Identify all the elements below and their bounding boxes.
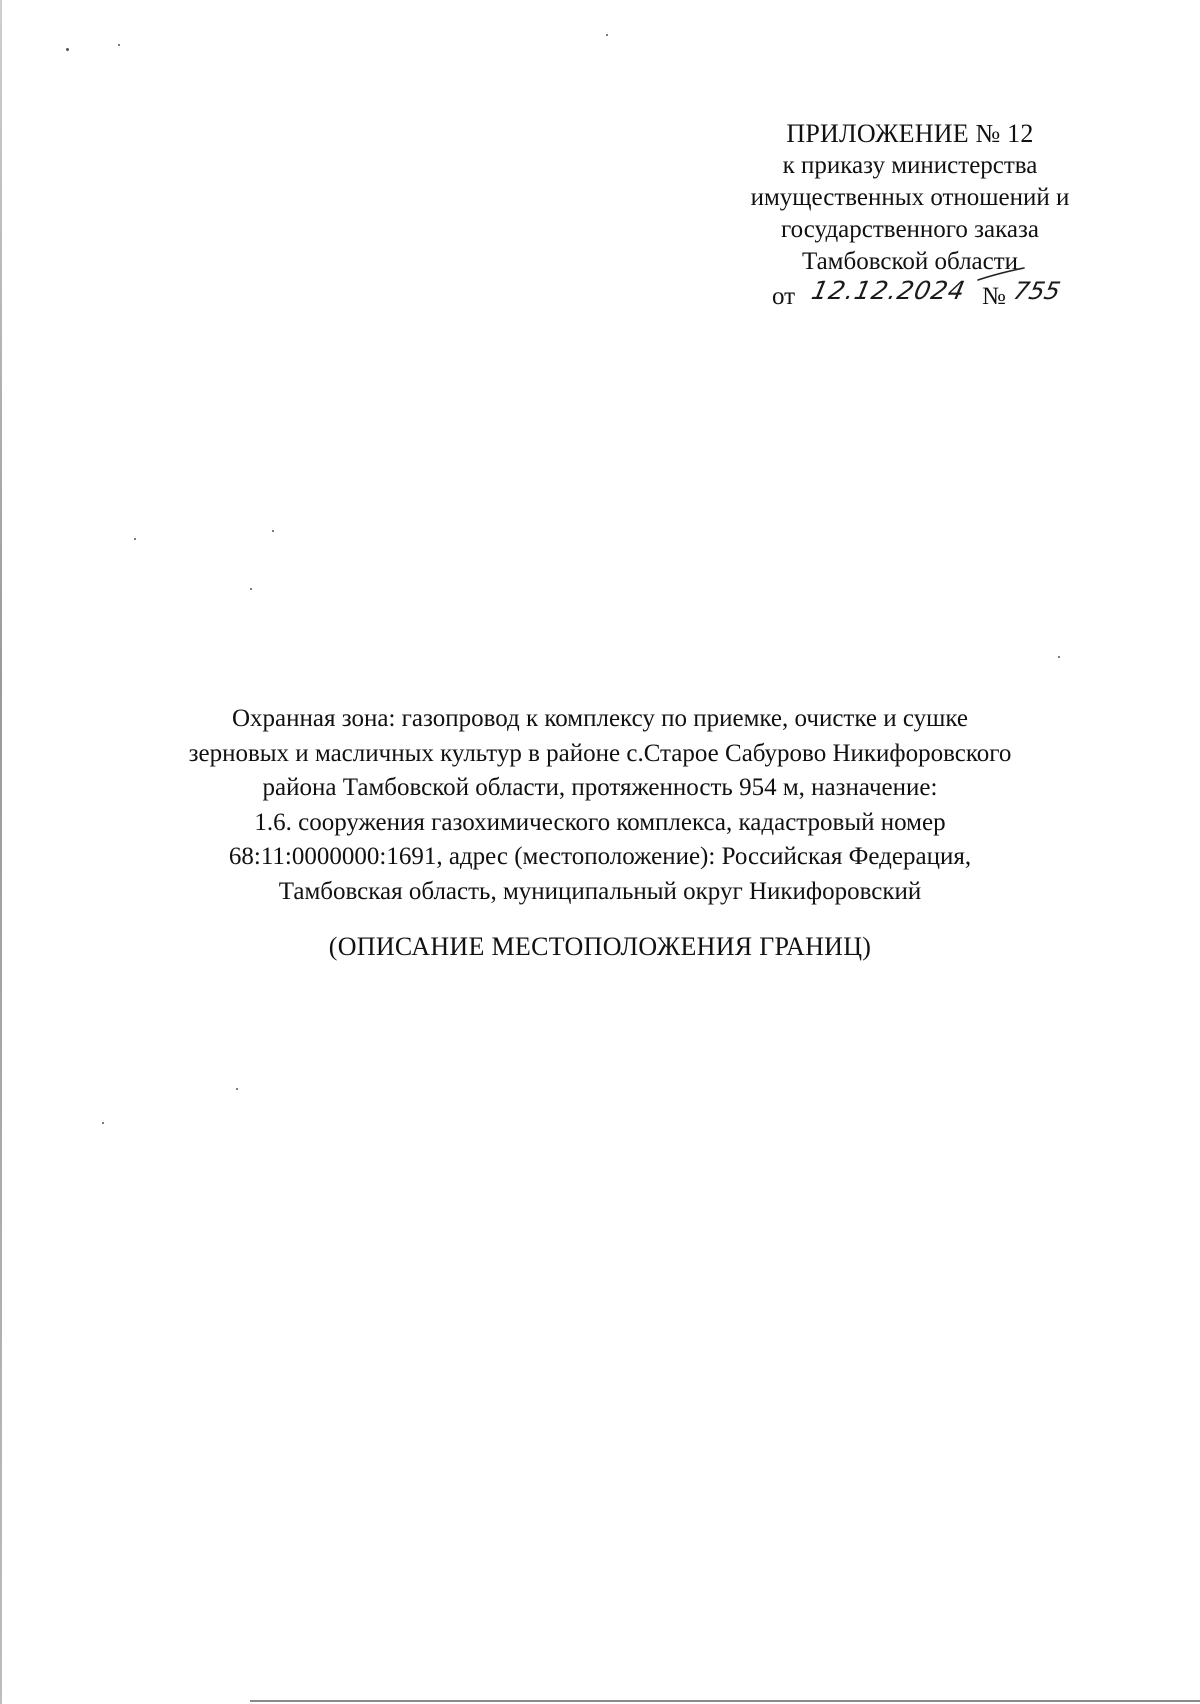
handwritten-tick-mark [976, 266, 1026, 282]
description-line: Тамбовская область, муниципальный округ Никифоровский [278, 877, 922, 905]
scan-edge-left [0, 0, 2, 1704]
appendix-line: имущественных отношений и [750, 184, 1070, 211]
handwritten-date: 12.12.2024 [809, 276, 969, 305]
description-line: 1.6. сооружения газохимического комплекса, кадастровый номер [254, 808, 946, 836]
scan-speck [1058, 656, 1060, 658]
appendix-line: государственного заказа [781, 216, 1039, 243]
appendix-line: Тамбовской области [801, 248, 1019, 275]
scan-speck [606, 34, 608, 36]
scan-speck [118, 44, 120, 46]
date-prefix: от [772, 283, 796, 310]
order-date-line [680, 276, 1140, 313]
scan-speck [66, 48, 69, 51]
scan-speck [236, 1088, 238, 1090]
number-prefix: № [982, 283, 1006, 310]
section-subtitle: (ОПИСАНИЕ МЕСТОПОЛОЖЕНИЯ ГРАНИЦ) [328, 932, 872, 961]
scan-edge-bottom [250, 1700, 1200, 1702]
appendix-line: к приказу министерства [782, 152, 1038, 179]
scan-speck [102, 1122, 104, 1124]
description-line: Охранная зона: газопровод к комплексу по приемке, очистке и сушке [232, 705, 968, 732]
handwritten-number: 755 [1011, 277, 1063, 305]
scan-speck [272, 530, 274, 532]
description-line: 68:11:0000000:1691, адрес (местоположение): Российская Федерация, [228, 843, 972, 870]
appendix-header [680, 118, 1140, 313]
scan-speck [250, 588, 252, 590]
appendix-title: ПРИЛОЖЕНИЕ № 12 [786, 119, 1034, 148]
protected-zone-description [90, 702, 1110, 909]
description-line: района Тамбовской области, протяженность 954 м, назначение: [262, 774, 938, 801]
scan-speck [134, 538, 136, 540]
description-line: зерновых и масличных культур в районе с.Старое Сабурово Никифоровского [188, 739, 1012, 767]
